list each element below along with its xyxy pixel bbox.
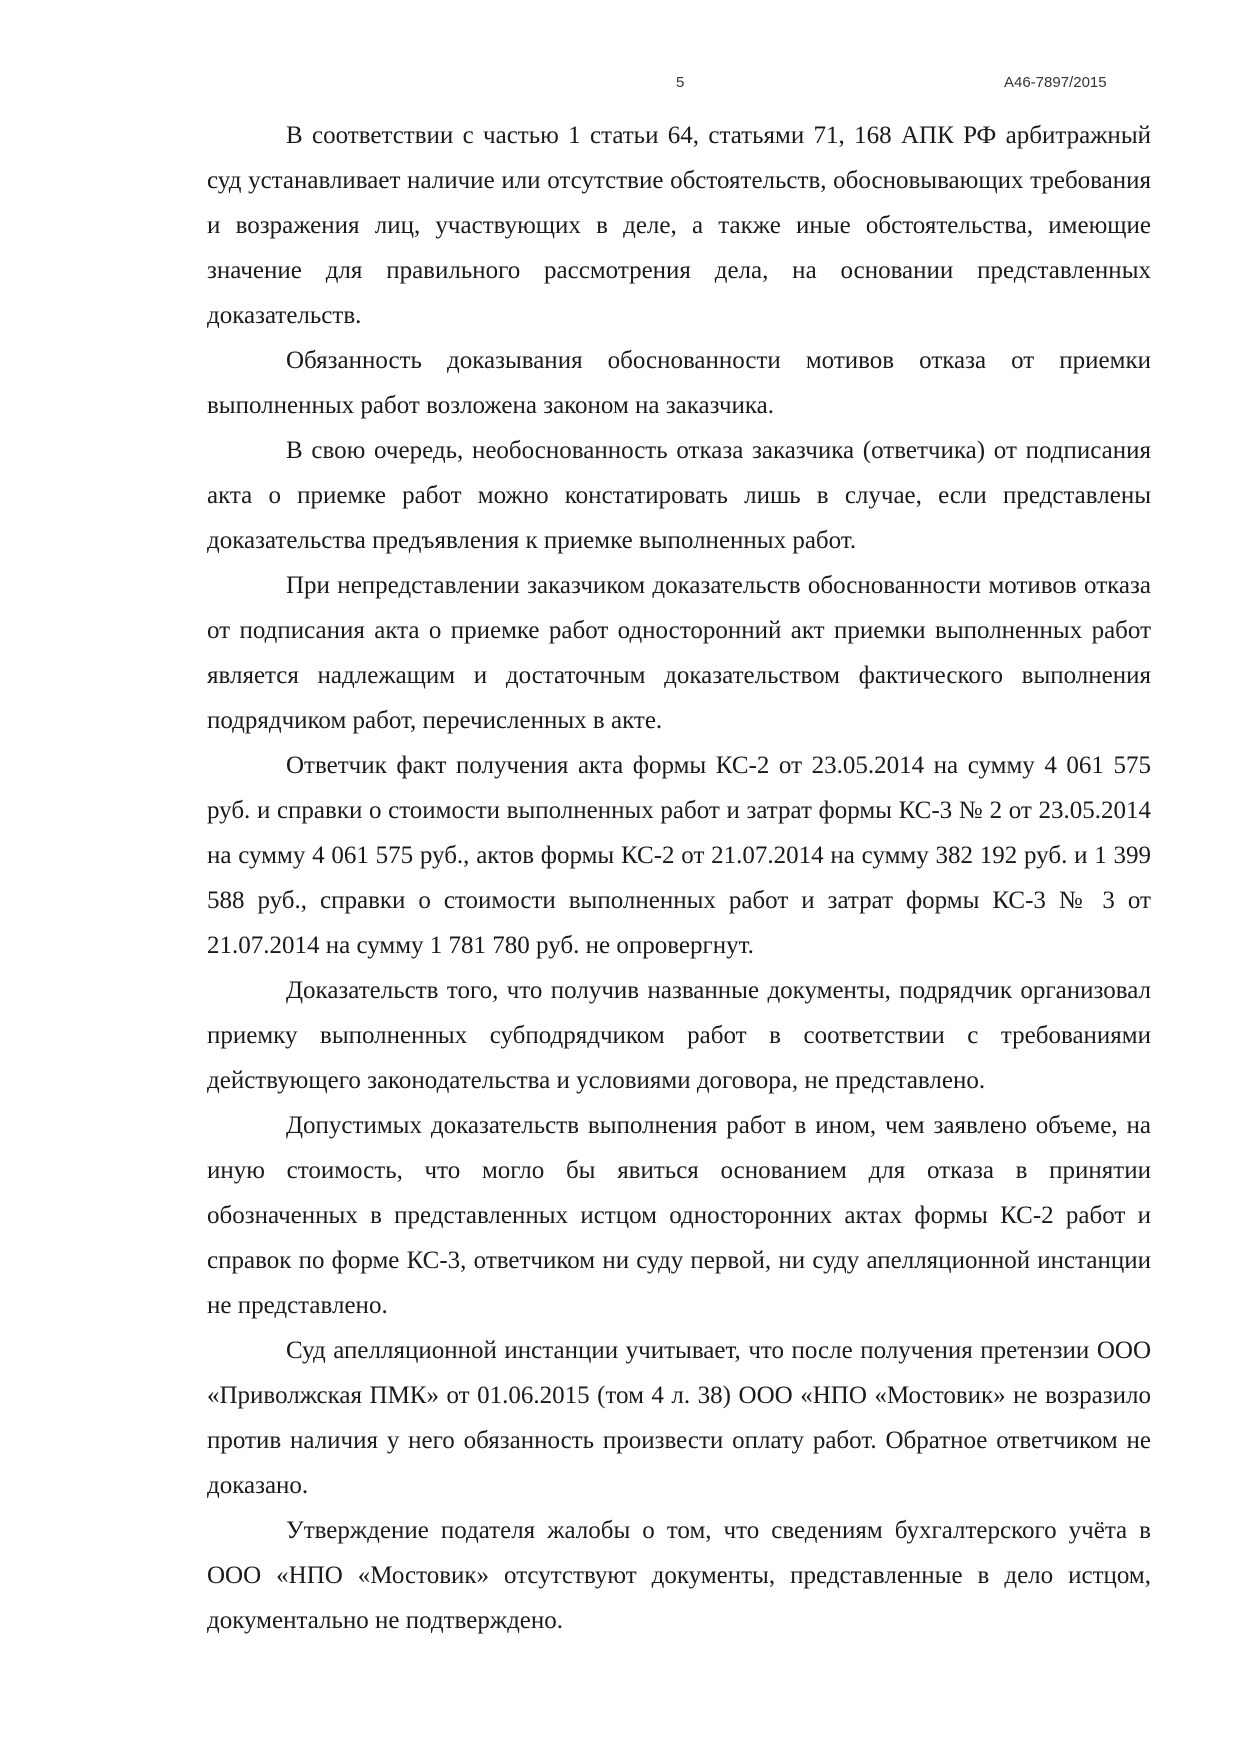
paragraph: При непредставлении заказчиком доказательств обоснованности мотивов отказа от подписания акта о приемке работ односторонний акт приемки выполненных работ является надлежащим и достаточным доказательством фактического выполнения подрядчиком работ, перечисленных в акте. [207, 572, 1151, 734]
document-body [207, 113, 1151, 1643]
paragraph: Утверждение подателя жалобы о том, что сведениям бухгалтерского учёта в ООО «НПО «Мостовик» отсутствуют документы, представленные в дело истцом, документально не подтверждено. [207, 1517, 1151, 1634]
paragraph: Суд апелляционной инстанции учитывает, что после получения претензии ООО «Приволжская ПМК» от 01.06.2015 (том 4 л. 38) ООО «НПО «Мостовик» не возразило против наличия у него обязанность произвести оплату работ. Обратное ответчиком не доказано. [207, 1337, 1151, 1499]
paragraph: В свою очередь, необоснованность отказа заказчика (ответчика) от подписания акта о приемке работ можно констатировать лишь в случае, если представлены доказательства предъявления к приемке выполненных работ. [207, 437, 1151, 554]
paragraph: Ответчик факт получения акта формы КС-2 от 23.05.2014 на сумму 4 061 575 руб. и справки о стоимости выполненных работ и затрат формы КС-3 № 2 от 23.05.2014 на сумму 4 061 575 руб., актов формы КС-2 от 21.07.2014 на сумму 382 192 руб. и 1 399 588 руб., справки о стоимости выполненных работ и затрат формы КС-3 № 3 от 21.07.2014 на сумму 1 781 780 руб. не опровергнут. [207, 752, 1151, 959]
paragraph: Допустимых доказательств выполнения работ в ином, чем заявлено объеме, на иную стоимость, что могло бы явиться основанием для отказа в принятии обозначенных в представленных истцом односторонних актах формы КС-2 работ и справок по форме КС-3, ответчиком ни суду первой, ни суду апелляционной инстанции не представлено. [207, 1112, 1151, 1319]
case-number: А46-7897/2015 [1004, 74, 1107, 91]
paragraph: Обязанность доказывания обоснованности мотивов отказа от приемки выполненных работ возложена законом на заказчика. [207, 347, 1151, 419]
page-header [0, 74, 1240, 98]
page-number: 5 [676, 74, 685, 91]
paragraph: Доказательств того, что получив названные документы, подрядчик организовал приемку выполненных субподрядчиком работ в соответствии с требованиями действующего законодательства и условиями договора, не представлено. [207, 977, 1151, 1094]
paragraph: В соответствии с частью 1 статьи 64, статьями 71, 168 АПК РФ арбитражный суд устанавливает наличие или отсутствие обстоятельств, обосновывающих требования и возражения лиц, участвующих в деле, а также иные обстоятельства, имеющие значение для правильного рассмотрения дела, на основании представленных доказательств. [207, 122, 1151, 329]
